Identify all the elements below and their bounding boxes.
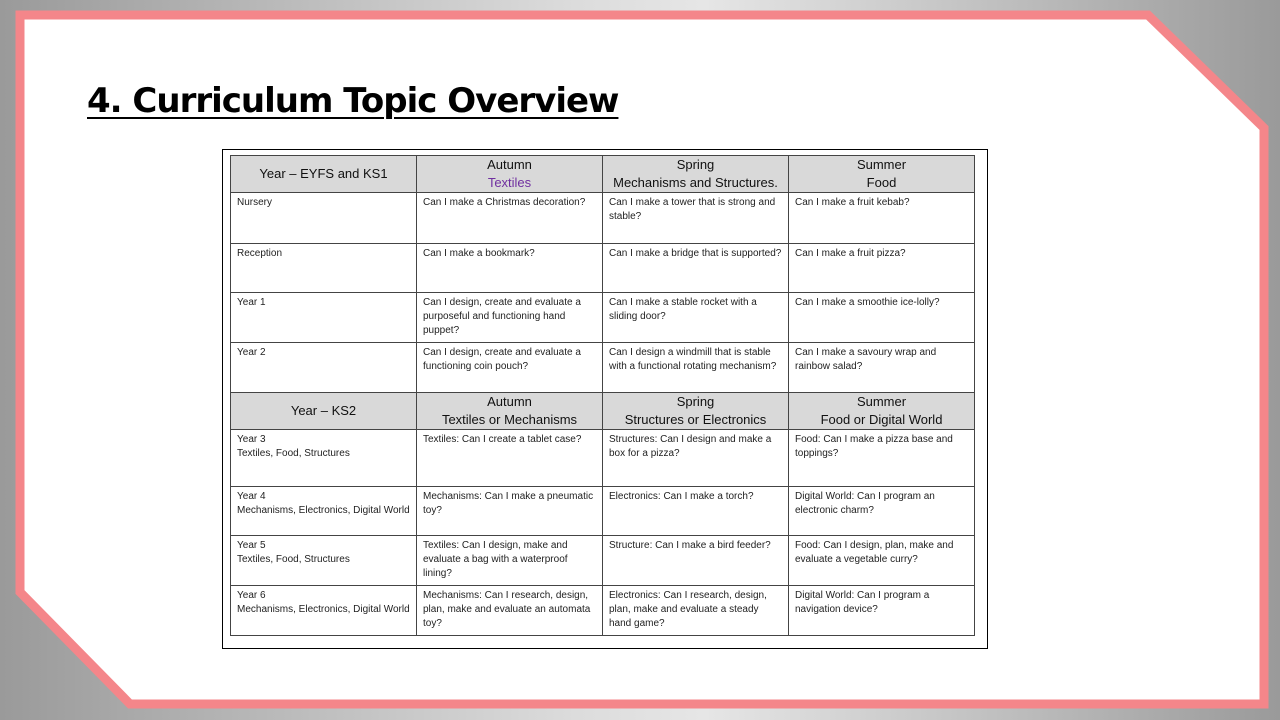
ks2-header-summer-topic: Food or Digital World [820, 412, 943, 427]
eyfs-ks1-header-row [231, 156, 975, 193]
ks2-header-autumn-label: Autumn [487, 394, 532, 409]
row-summer: Digital World: Can I program an electronic charm? [789, 487, 975, 536]
row-year-label: Year 5 [237, 540, 266, 551]
row-year-subjects: Textiles, Food, Structures [237, 448, 350, 459]
row-autumn: Can I make a bookmark? [417, 244, 603, 293]
row-spring: Structure: Can I make a bird feeder? [603, 536, 789, 586]
row-autumn: Can I design, create and evaluate a functioning coin pouch? [417, 343, 603, 393]
header-summer-topic: Food [866, 175, 897, 190]
header-spring [603, 156, 789, 193]
header-autumn [417, 156, 603, 193]
table-row [231, 430, 975, 487]
header-summer-label: Summer [856, 157, 907, 172]
row-autumn: Can I design, create and evaluate a purposeful and functioning hand puppet? [417, 293, 603, 343]
row-year: Reception [231, 244, 417, 293]
row-year-subjects: Mechanisms, Electronics, Digital World [237, 505, 410, 516]
row-year-label: Year 6 [237, 590, 266, 601]
row-year [231, 430, 417, 487]
table-row [231, 293, 975, 343]
row-summer: Digital World: Can I program a navigation device? [789, 586, 975, 636]
slide-title: 4. Curriculum Topic Overview [87, 81, 619, 121]
table-row [231, 487, 975, 536]
row-autumn: Can I make a Christmas decoration? [417, 193, 603, 244]
row-year: Year 2 [231, 343, 417, 393]
ks2-header-year: Year – KS2 [231, 393, 417, 430]
row-year-subjects: Textiles, Food, Structures [237, 554, 350, 565]
row-year-subjects: Mechanisms, Electronics, Digital World [237, 604, 410, 615]
row-year [231, 586, 417, 636]
table-row [231, 244, 975, 293]
row-year: Nursery [231, 193, 417, 244]
ks2-header-summer-label: Summer [856, 394, 907, 409]
header-spring-topic: Mechanisms and Structures. [613, 175, 778, 190]
table-row [231, 193, 975, 244]
row-autumn: Textiles: Can I design, make and evaluate a bag with a waterproof lining? [417, 536, 603, 586]
row-summer: Can I make a smoothie ice-lolly? [789, 293, 975, 343]
table-row [231, 343, 975, 393]
table-row [231, 586, 975, 636]
row-summer: Food: Can I make a pizza base and toppings? [789, 430, 975, 487]
row-spring: Electronics: Can I research, design, plan, make and evaluate a steady hand game? [603, 586, 789, 636]
row-autumn: Mechanisms: Can I make a pneumatic toy? [417, 487, 603, 536]
row-summer: Food: Can I design, plan, make and evaluate a vegetable curry? [789, 536, 975, 586]
ks2-header-summer [789, 393, 975, 430]
ks2-header-row [231, 393, 975, 430]
row-spring: Can I make a stable rocket with a sliding door? [603, 293, 789, 343]
header-autumn-topic: Textiles [487, 175, 532, 190]
row-year [231, 487, 417, 536]
ks2-header-spring-label: Spring [676, 394, 715, 409]
row-summer: Can I make a savoury wrap and rainbow salad? [789, 343, 975, 393]
row-year-label: Year 3 [237, 434, 266, 445]
curriculum-table-card [222, 149, 988, 649]
row-spring: Can I design a windmill that is stable with a functional rotating mechanism? [603, 343, 789, 393]
ks2-header-autumn [417, 393, 603, 430]
header-year: Year – EYFS and KS1 [231, 156, 417, 193]
ks2-header-spring [603, 393, 789, 430]
row-autumn: Textiles: Can I create a tablet case? [417, 430, 603, 487]
row-spring: Electronics: Can I make a torch? [603, 487, 789, 536]
row-year [231, 536, 417, 586]
header-summer [789, 156, 975, 193]
row-summer: Can I make a fruit pizza? [789, 244, 975, 293]
header-autumn-label: Autumn [487, 157, 532, 172]
row-spring: Structures: Can I design and make a box for a pizza? [603, 430, 789, 487]
row-summer: Can I make a fruit kebab? [789, 193, 975, 244]
curriculum-table [230, 155, 975, 636]
row-spring: Can I make a tower that is strong and stable? [603, 193, 789, 244]
ks2-header-autumn-topic: Textiles or Mechanisms [441, 412, 578, 427]
ks2-header-spring-topic: Structures or Electronics [624, 412, 767, 427]
row-year: Year 1 [231, 293, 417, 343]
row-autumn: Mechanisms: Can I research, design, plan, make and evaluate an automata toy? [417, 586, 603, 636]
header-spring-label: Spring [676, 157, 715, 172]
table-row [231, 536, 975, 586]
row-spring: Can I make a bridge that is supported? [603, 244, 789, 293]
row-year-label: Year 4 [237, 491, 266, 502]
